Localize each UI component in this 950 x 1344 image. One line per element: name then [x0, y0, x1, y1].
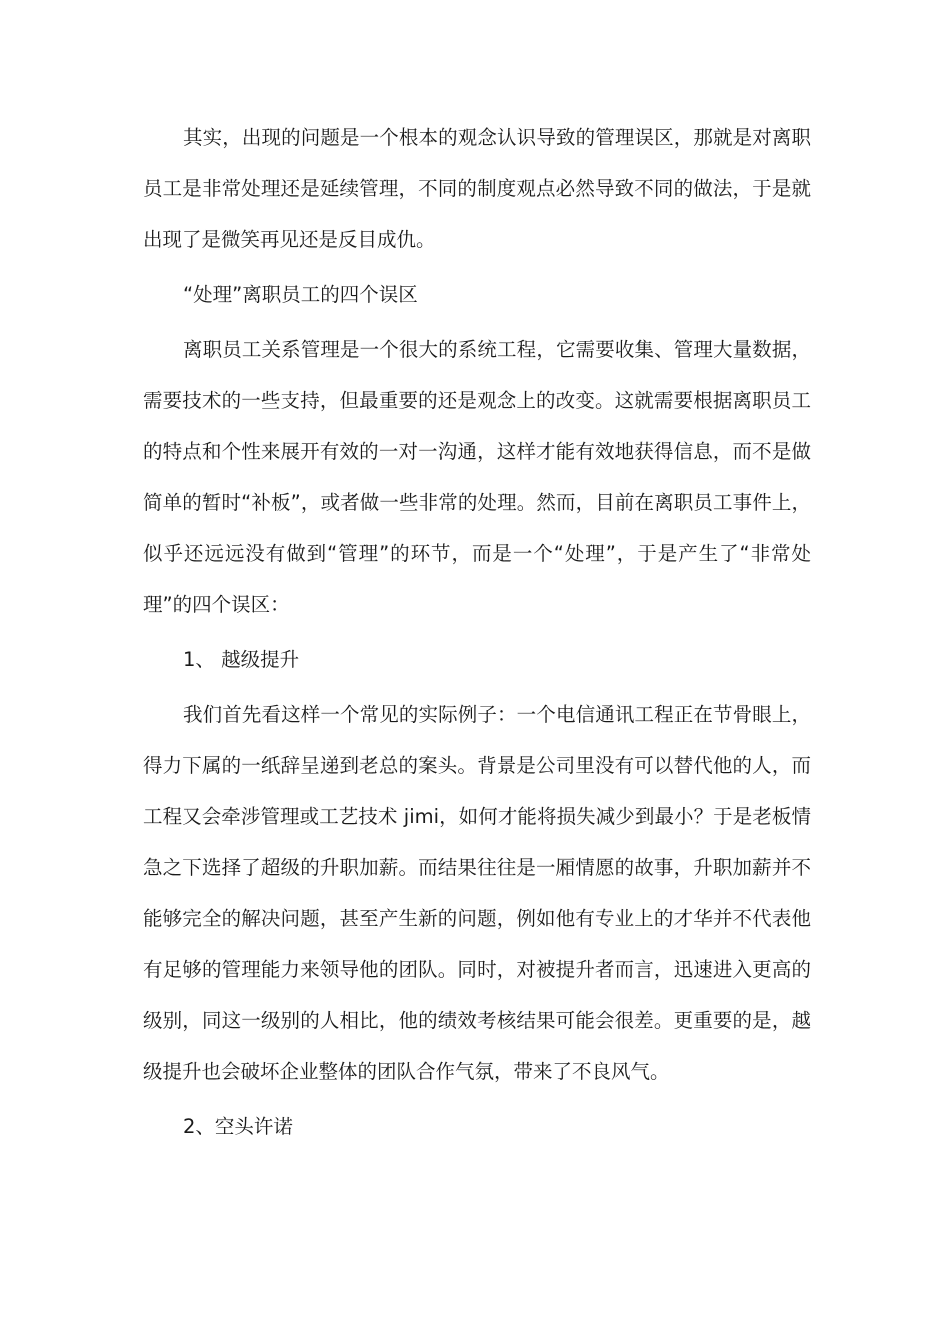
section-heading: “处理”离职员工的四个误区	[183, 283, 418, 306]
paragraph-intro: 其实，出现的问题是一个根本的观念认识导致的管理误区，那就是对离职员工是非常处理还是延续管理，不同的制度观点必然导致不同的做法，于是就出现了是微笑再见还是反目成仇。	[143, 126, 811, 251]
paragraph-example: 我们首先看这样一个常见的实际例子：一个电信通讯工程正在节骨眼上，得力下属的一纸辞呈递到老总的案头。背景是公司里没有可以替代他的人，而工程又会牵涉管理或工艺技术 jimi，如何才能将损失减少到最小？于是老板情急之下选择了超级的升职加薪。而结果往往是一厢情愿的故事，升职加薪并不能够完全的解决问题，甚至产生新的问题，例如他有专业上的才华并不代表他有足够的管理能力来领导他的团队。同时，对被提升者而言，迅速进入更高的级别，同这一级别的人相比，他的绩效考核结果可能会很差。更重要的是，越级提升也会破坏企业整体的团队合作气氛，带来了不良风气。	[143, 703, 811, 1083]
item-heading-2: 2、空头许诺	[183, 1115, 293, 1138]
paragraph-overview: 离职员工关系管理是一个很大的系统工程，它需要收集、管理大量数据，需要技术的一些支持，但最重要的还是观念上的改变。这就需要根据离职员工的特点和个性来展开有效的一对一沟通，这样才能有效地获得信息，而不是做简单的暂时“补板”，或者做一些非常的处理。然而，目前在离职员工事件上，似乎还远远没有做到“管理”的环节，而是一个“处理”，于是产生了“非常处理”的四个误区：	[143, 338, 811, 616]
document-body	[143, 112, 811, 1156]
item-heading-1: 1、 越级提升	[183, 648, 300, 671]
